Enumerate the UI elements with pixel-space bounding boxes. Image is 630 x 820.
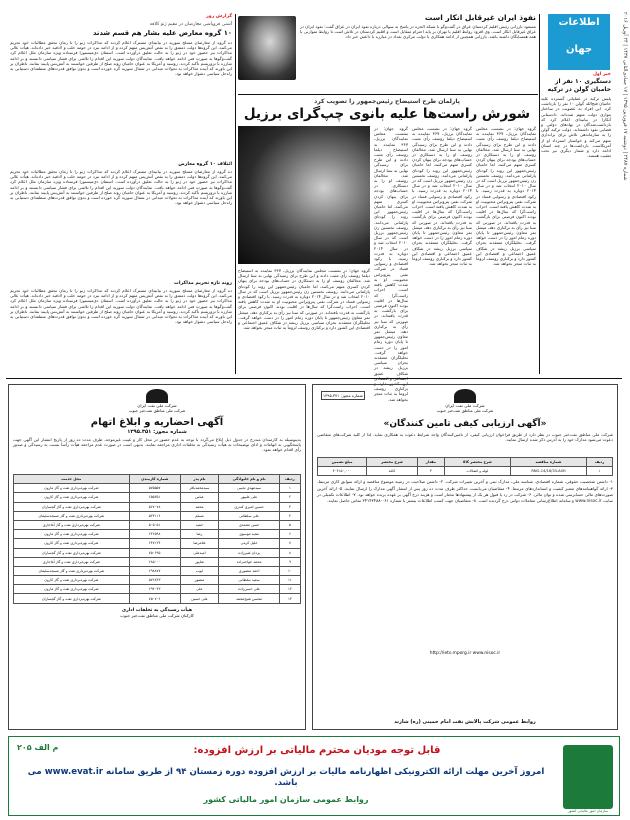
ad-signature: هیأت رسیدگی به تخلفات اداری [121, 607, 193, 613]
ad-subtitle: شرکت ملی مناطق نفت‌خیز جنوب [128, 408, 186, 413]
oil-company-logo-icon [454, 389, 476, 403]
summons-table-row [14, 557, 301, 566]
summons-table-row [14, 484, 301, 493]
ad-company: شرکت ملی نفت ایران [445, 403, 485, 408]
summons-table-cell: ۶۴۶۵۹۸ [129, 530, 180, 539]
section-name: جهان [565, 44, 593, 55]
report-subhead-2: روند تازه تحریم مذاکرات [174, 281, 232, 286]
sidebar-body: پلیس ترکیه در عملیاتی گسترده علیه حامیان فتح‌الله گولن ۱۰ نفر را بازداشت کرد. این افراد به عضویت در ساختار موازی دولت متهم شده‌اند. دادستانی آنکارا در بیانیه‌ای اعلام کرد که بازداشت‌شدگان در نهادهای دولتی و قضایی نفوذ داشته‌اند. دولت ترکیه گولن را به سازماندهی تلاش برای براندازی متهم می‌کند و خواستار استرداد او از آمریکاست. بازداشت‌ها در چند استان ادامه دارد و شمار دیگری نیز تحت تعقیب هستند. [541, 96, 612, 159]
tax-title: قابل توجه مودیان محترم مالیاتی بر ارزش افزوده: [193, 745, 441, 756]
summons-table-row [14, 548, 301, 557]
ad-table-header: مبلغ تضمین [318, 458, 367, 467]
summons-table-header: محل خدمت [14, 475, 130, 484]
summons-table-header: نام پدر [180, 475, 219, 484]
summons-table-cell: مجید موسوی [219, 530, 280, 539]
summons-table-cell: امیدعلی [180, 548, 219, 557]
summons-table-cell: شرکت بهره‌برداری نفت و گاز مارون [14, 530, 130, 539]
syria-report [10, 14, 232, 374]
issue-info-bar [616, 12, 628, 372]
summons-table-cell: حسین امیری کندری [219, 502, 280, 511]
section-header [548, 14, 610, 70]
summons-table-header: شماره کارمندی [129, 475, 180, 484]
summons-table-row [14, 520, 301, 529]
barzani-photo [238, 16, 296, 80]
column-divider [235, 14, 236, 374]
sidebar-headline: دستگیری ۱۰ نفر از حامیان گولن در ترکیه [547, 78, 611, 93]
summons-table-cell: سیدمحمدباقر [180, 484, 219, 493]
ad-permit: شماره مجوز: ۱۳۹۵.۳۵۱ [127, 429, 187, 435]
summons-table-cell: شرکت بهره‌برداری نفت و گاز گچساران [14, 548, 130, 557]
report-body-1: ده گروه از معارضان مسلح سوریه در بیانیه‌ای مشترک اعلام کردند که مذاکرات ژنو را تا زمان تحقق مطالبات خود تحریم می‌کنند. این گروه‌ها دولت دمشق را به نقض آتش‌بس متهم کرده و از ادامه نبرد در حومه حلب و لاذقیه خبر داده‌اند. هیأت عالی مذاکرات نیز حضور خود در ژنو را به حالت تعلیق درآورده است. استفان دی‌میستورا فرستاده ویژه سازمان ملل اعلام کرد گفت‌وگوها به صورت فنی ادامه خواهد یافت. نمایندگان دولت سوریه این اقدام را تلاشی برای فشار سیاسی دانستند و بر ادامه مبارزه با تروریسم تأکید کردند. روسیه و آمریکا به عنوان حامیان روند صلح از طرفین خواستند به آتش‌بس پایبند بمانند. ناظران بر این باورند که آینده مذاکرات به تحولات میدانی در شمال سوریه گره خورده است و بدون توافق قدرت‌های منطقه‌ای دستیابی به راه‌حل سیاسی دشوار خواهد بود. [10, 40, 232, 77]
summons-table-cell: شرکت بهره‌برداری نفت و گاز گچساران [14, 594, 130, 603]
report-body-3: ده گروه از معارضان مسلح سوریه در بیانیه‌ای مشترک اعلام کردند که مذاکرات ژنو را تا زمان تحقق مطالبات خود تحریم می‌کنند. این گروه‌ها دولت دمشق را به نقض آتش‌بس متهم کرده و از ادامه نبرد در حومه حلب و لاذقیه خبر داده‌اند. هیأت عالی مذاکرات نیز حضور خود در ژنو را به حالت تعلیق درآورده است. استفان دی‌میستورا فرستاده ویژه سازمان ملل اعلام کرد گفت‌وگوها به صورت فنی ادامه خواهد یافت. نمایندگان دولت سوریه این اقدام را تلاشی برای فشار سیاسی دانستند و بر ادامه مبارزه با تروریسم تأکید کردند. روسیه و آمریکا به عنوان حامیان روند صلح از طرفین خواستند به آتش‌بس پایبند بمانند. ناظران بر این باورند که آینده مذاکرات به تحولات میدانی در شمال سوریه گره خورده است و بدون توافق قدرت‌های منطقه‌ای دستیابی به راه‌حل سیاسی دشوار خواهد بود. [10, 288, 232, 325]
summons-table-cell: ۷۵۰۶۹۵ [129, 548, 180, 557]
summons-table-cell: ایوب [180, 566, 219, 575]
summons-table-cell: علی علیپور [219, 493, 280, 502]
top-story-body: مسعود بارزانی رئیس اقلیم کردستان عراق در گفت‌وگو با شبکه الحره در پاسخ به سوالی درباره نفوذ ایران در عراق گفت: نفوذ ایران در عراق غیرقابل انکار است. وی افزود روابط اقلیم با تهران بر پایه احترام متقابل است و اقلیم کردستان در تلاش است تا روابط متوازنی با همه همسایگان داشته باشد. بارزانی همچنین از ادامه همکاری با دولت مرکزی بغداد در مبارزه با داعش خبر داد. [300, 24, 536, 40]
ad-signature: کارکنان شرکت ملی مناطق نفت‌خیز جنوب [120, 612, 194, 618]
summons-table-cell: غلامرضا [180, 539, 219, 548]
tax-signature: روابط عمومی سازمان امور مالیاتی کشور [203, 795, 369, 804]
summons-table-row [14, 493, 301, 502]
summons-table-cell: ۱۲ [279, 585, 300, 594]
issue-info-text: شماره ۲۴۸۷ | دوشنبه ۱۷ فروردین ۱۳۹۵ | ۱۷ جمادی‌الثانی ۱۴۳۷ | ۲۴ آوریل ۲۰۱۶ [622, 12, 628, 181]
summons-table-cell: شرکت بهره‌برداری نفت و گاز مارون [14, 484, 130, 493]
summons-table-cell: عباس [180, 493, 219, 502]
summons-table-cell: شرکت بهره‌برداری نفت و گاز کارون [14, 493, 130, 502]
summons-ad [8, 384, 306, 730]
summons-table-cell: ۹ [279, 557, 300, 566]
ad-permit: شماره مجوز: ۱۳۹۵.۳۷۱ [323, 393, 363, 398]
summons-table-cell: ۶۵۵۲۵۱ [129, 493, 180, 502]
summons-table-row [14, 530, 301, 539]
summons-table-cell: شرکت بهره‌برداری نفت و گاز مسجدسلیمان [14, 566, 130, 575]
ad-title: آگهی احضاریه و ابلاغ اتهام [90, 417, 224, 428]
summons-table-cell: مسلم [180, 511, 219, 520]
summons-table-cell: ۱۰ [279, 566, 300, 575]
summons-table-cell: علی سلطانی [219, 511, 280, 520]
summons-table-cell: سیدمهدی نجیبی [219, 484, 280, 493]
ad-table-header: شرح مختصر [367, 458, 418, 467]
ad-table-cell: ۳ [417, 467, 444, 476]
summons-table-cell: ۶۴۷۱۲۴ [129, 539, 180, 548]
summons-table-cell: شرکت بهره‌برداری نفت و گاز مارون [14, 585, 130, 594]
tax-organization-logo-icon [563, 745, 613, 809]
report-body-2: ده گروه از معارضان مسلح سوریه در بیانیه‌ای مشترک اعلام کردند که مذاکرات ژنو را تا زمان تحقق مطالبات خود تحریم می‌کنند. این گروه‌ها دولت دمشق را به نقض آتش‌بس متهم کرده و از ادامه نبرد در حومه حلب و لاذقیه خبر داده‌اند. هیأت عالی مذاکرات نیز حضور خود در ژنو را به حالت تعلیق درآورده است. استفان دی‌میستورا فرستاده ویژه سازمان ملل اعلام کرد گفت‌وگوها به صورت فنی ادامه خواهد یافت. نمایندگان دولت سوریه این اقدام را تلاشی برای فشار سیاسی دانستند و بر ادامه مبارزه با تروریسم تأکید کردند. روسیه و آمریکا به عنوان حامیان روند صلح از طرفین خواستند به آتش‌بس پایبند بمانند. ناظران بر این باورند که آینده مذاکرات به تحولات میدانی در شمال سوریه گره خورده است و بدون توافق قدرت‌های منطقه‌ای دستیابی به راه‌حل سیاسی دشوار خواهد بود. [10, 169, 232, 206]
tax-code: م الف ۲۰۵ [17, 743, 59, 752]
ad-body: بدینوسیله به کارمندان مندرج در جدول ذیل ابلاغ می‌گردد با توجه به عدم حضور در محل کار و غیبت غیرموجه، ظرف مدت ده روز از تاریخ انتشار این آگهی جهت پاسخگویی به اتهامات و ادای توضیحات به هیأت رسیدگی به تخلفات اداری مراجعه نمایند. بدیهی است در صورت عدم مراجعه هیأت رأساً نسبت به رسیدگی و صدور رأی اقدام خواهد نمود. [13, 437, 301, 453]
tax-logo-label: سازمان امور مالیاتی کشور [567, 809, 609, 813]
summons-table-cell: علی [180, 585, 219, 594]
summons-table-cell: یزدان شیرزاده [219, 548, 280, 557]
rousseff-photo [238, 126, 370, 264]
summons-table-cell: ۶۸۵۰۰۰ [129, 557, 180, 566]
summons-table-cell: محسن شیخ‌محمد [219, 594, 280, 603]
top-story [238, 14, 536, 92]
report-intro: آشتی فروپاشی معارضان در مقیم ژنو کلافه [149, 22, 232, 27]
summons-table-cell: شرکت بهره‌برداری نفت و گاز مسجدسلیمان [14, 511, 130, 520]
summons-table-cell: ۱۱ [279, 576, 300, 585]
summons-table-cell: حسن محمدی [219, 520, 280, 529]
ad-table-cell: لوله و اتصالات [444, 467, 510, 476]
summons-table-cell: ۱ [279, 484, 300, 493]
ad-table-cell: RNO-14/16/33-ASH [510, 467, 586, 476]
summons-table [13, 474, 301, 604]
main-headline: شورش راست‌ها علیه بانوی چپ‌گرای برزیل [243, 106, 531, 122]
summons-table-row [14, 585, 301, 594]
main-body-col1: گروه جهان: در نشست مجلس نمایندگان برزیل، ۳۶۷ نماینده به استیضاح دیلما روسف رأی مثبت دادند و این طرح برای رسیدگی نهایی به سنا ارسال شد. مخالفان روسف او را به دستکاری در حساب‌های بودجه برای پنهان کردن کسری متهم می‌کنند، اما حامیان رئیس‌جمهور این روند را کودتای پارلمانی می‌دانند. روسف نخستین زن رئیس‌جمهور برزیل است که در سال ۲۰۱۰ انتخاب شد و در سال ۲۰۱۴ دوباره به قدرت رسید. با رکود اقتصادی و رسوایی فساد در شرکت نفتی پتروبراس محبوبیت او به شدت کاهش یافته است. احزاب راست‌گرا که سال‌ها در اقلیت بودند اکنون فرصتی برای بازگشت به قدرت یافته‌اند. در صورتی که سنا نیز رأی به برکناری دهد، میشل تمر معاون رئیس‌جمهور تا پایان دوره زمام امور را در دست خواهد گرفت. تحلیلگران معتقدند بحران سیاسی برزیل ریشه در شکاف عمیق اجتماعی و اقتصادی این کشور دارد و برکناری روسف لزوماً به ثبات منجر نخواهد شد. [476, 126, 536, 267]
summons-table-cell: ۵۰۵۰۵۱ [129, 520, 180, 529]
summons-table-row [14, 539, 301, 548]
summons-table-cell: ۶۹۴۰۴۳ [129, 585, 180, 594]
summons-table-row [14, 566, 301, 575]
summons-table-cell: شرکت بهره‌برداری نفت و گاز آغاجاری [14, 557, 130, 566]
summons-table-cell: ۷ [279, 539, 300, 548]
ad-website: http://iets.mporg.ir www.nisoc.ir [429, 651, 501, 657]
summons-table-cell: شرکت بهره‌برداری نفت و گاز گچساران [14, 502, 130, 511]
summons-table-row [14, 502, 301, 511]
summons-table-cell: رضا [180, 530, 219, 539]
summons-table-cell: محمد [180, 502, 219, 511]
newspaper-logo: اطلاعات [558, 17, 600, 28]
top-story-title: نفوذ ایران غیرقابل انکار است [424, 13, 536, 22]
summons-table-cell: سعید سلطانی [219, 576, 280, 585]
supplier-ad [312, 384, 618, 730]
summons-table-cell: ۳ [279, 502, 300, 511]
ad-table [317, 457, 613, 476]
summons-table-cell: احمد منصوری [219, 566, 280, 575]
summons-table-cell: حمید [180, 520, 219, 529]
tax-ad [8, 736, 620, 816]
report-headline: ۱۰ گروه معارض علیه بشار هم قسم شدند [92, 29, 232, 37]
summons-table-cell: ۶۹۸۸۷۷ [129, 566, 180, 575]
ad-table-header: شرح مختصر کالا [444, 458, 510, 467]
main-kicker: پارلمان طرح استیضاح رئیس‌جمهور را تصویب کرد [314, 98, 460, 105]
report-rubric: گزارش روز [206, 14, 232, 19]
summons-table-cell: علی حسن‌زاده [219, 585, 280, 594]
sidebar-rubric: خبر اول [592, 72, 611, 77]
summons-table-cell: شرکت بهره‌برداری نفت و گاز کارون [14, 539, 130, 548]
summons-table-cell: ۷۵۰۷۰۶ [129, 594, 180, 603]
summons-table-cell: ۵۲۳۱۱۶ [129, 511, 180, 520]
ad-table-header: ردیف [587, 458, 613, 467]
page-divider [6, 378, 622, 379]
ad-table-cell: کاغذ [367, 467, 418, 476]
summons-table-cell: ۸ [279, 548, 300, 557]
summons-table-cell: ۵۷۵۵۵۷ [129, 484, 180, 493]
ad-table-cell: ۴۰۴۱۵۰,۰۰۰ [318, 467, 367, 476]
summons-table-header: نام و نام خانوادگی [219, 475, 280, 484]
ad-title: «آگهی ارزیابی کیفی تامین کنندگان» [383, 419, 547, 429]
summons-table-cell: ۶ [279, 530, 300, 539]
oil-company-logo-icon [146, 389, 168, 403]
summons-table-cell: ۱۳ [279, 594, 300, 603]
main-body-col2: گروه جهان: در نشست مجلس نمایندگان برزیل، ۳۶۷ نماینده به استیضاح دیلما روسف رأی مثبت دادند و این طرح برای رسیدگی نهایی به سنا ارسال شد. مخالفان روسف او را به دستکاری در حساب‌های بودجه برای پنهان کردن کسری متهم می‌کنند، اما حامیان رئیس‌جمهور این روند را کودتای پارلمانی می‌دانند. روسف نخستین زن رئیس‌جمهور برزیل است که در سال ۲۰۱۰ انتخاب شد و در سال ۲۰۱۴ دوباره به قدرت رسید. با رکود اقتصادی و رسوایی فساد در شرکت نفتی پتروبراس محبوبیت او به شدت کاهش یافته است. احزاب راست‌گرا که سال‌ها در اقلیت بودند اکنون فرصتی برای بازگشت به قدرت یافته‌اند. در صورتی که سنا نیز رأی به برکناری دهد، میشل تمر معاون رئیس‌جمهور تا پایان دوره زمام امور را در دست خواهد گرفت. تحلیلگران معتقدند بحران سیاسی برزیل ریشه در شکاف عمیق اجتماعی و اقتصادی این کشور دارد و برکناری روسف لزوماً به ثبات منجر نخواهد شد. [412, 126, 472, 267]
summons-table-cell: علی حسین [180, 594, 219, 603]
summons-table-cell: ۴ [279, 511, 300, 520]
ad-intro: شرکت ملی مناطق نفت‌خیز جنوب در نظر دارد از طریق فراخوان ارزیابی کیفی، از تامین‌کنندگان واجد شرایط دعوت به همکاری نماید. لذا از کلیه شرکت‌های متقاضی دعوت می‌شود مدارک خود را به آدرس ذکر شده ارسال نمایند. [317, 432, 613, 443]
main-body-col4: گروه جهان: در نشست مجلس نمایندگان برزیل، ۳۶۷ نماینده به استیضاح دیلما روسف رأی مثبت دادند و این طرح برای رسیدگی نهایی به سنا ارسال شد. مخالفان روسف او را به دستکاری در حساب‌های بودجه برای پنهان کردن کسری متهم می‌کنند، اما حامیان رئیس‌جمهور این روند را کودتای پارلمانی می‌دانند. روسف نخستین زن رئیس‌جمهور برزیل است که در سال ۲۰۱۰ انتخاب شد و در سال ۲۰۱۴ دوباره به قدرت رسید. با رکود اقتصادی و رسوایی فساد در شرکت نفتی پتروبراس محبوبیت او به شدت کاهش یافته است. احزاب راست‌گرا که سال‌ها در اقلیت بودند اکنون فرصتی برای بازگشت به قدرت یافته‌اند. در صورتی که سنا نیز رأی به برکناری دهد، میشل تمر معاون رئیس‌جمهور تا پایان دوره زمام امور را در دست خواهد گرفت. تحلیلگران معتقدند بحران سیاسی برزیل ریشه در شکاف عمیق اجتماعی و اقتصادی این کشور دارد و برکناری روسف لزوماً به ثبات منجر نخواهد شد. [238, 268, 370, 331]
ad-company: شرکت ملی نفت ایران [137, 403, 177, 408]
summons-table-cell: ۵ [279, 520, 300, 529]
ad-table-cell: ۱ [587, 467, 613, 476]
summons-table-row [14, 576, 301, 585]
divider [238, 94, 538, 95]
ad-body: ۱- داشتن شخصیت حقوقی، شماره اقتصادی، شناسه ملی، مدارک ثبتی و آخرین تغییرات شرکت. ۲- داشتن صلاحیت در زمینه موضوع مناقصه و ارائه سوابق کاری مرتبط. ۳- ارائه گواهینامه‌های معتبر کیفیت و استانداردهای مرتبط. ۴- متقاضیان می‌بایست حداکثر ظرف مدت ده روز پس از انتشار آگهی مدارک را ارسال نمایند. ۵- ارائه آخرین صورت‌های مالی حسابرسی شده و توان مالی. ۶- شرکت در رد یا قبول هر یک از پیشنهادها مختار است و هزینه درج آگهی بر عهده برنده خواهد بود. ۷- اطلاعات تکمیلی در سایت www.nisoc.ir و سامانه اطلاع‌رسانی معاملات دولتی درج گردیده است. ۸- متقاضیان جهت کسب اطلاعات بیشتر با شماره ۰۶۱-۳۴۱۴۳۴۸۸ تماس حاصل نمایند. [317, 479, 613, 503]
summons-table-row [14, 511, 301, 520]
ad-table-header: مقدار [417, 458, 444, 467]
summons-table-cell: شرکت بهره‌برداری نفت و گاز آغاجاری [14, 520, 130, 529]
summons-table-cell: شاپور [180, 557, 219, 566]
summons-table-cell: منصور [180, 576, 219, 585]
summons-table-cell: محمد خواجه‌زاده [219, 557, 280, 566]
summons-table-cell: خلیل کرمی [219, 539, 280, 548]
summons-table-cell: ۵۷۶۸۴۳ [129, 576, 180, 585]
summons-table-row [14, 594, 301, 603]
sidebar-news [541, 72, 611, 372]
report-subhead-1: ائتلاف ۱۰ گروه معارض [178, 162, 232, 167]
summons-table-cell: ۵۶۷۰۷۸ [129, 502, 180, 511]
column-divider [539, 14, 540, 374]
summons-table-header: ردیف [279, 475, 300, 484]
summons-table-cell: شرکت بهره‌برداری نفت و گاز کارون [14, 576, 130, 585]
ad-subtitle: شرکت ملی مناطق نفت‌خیز جنوب [436, 408, 494, 413]
ad-footer: روابط عمومی شرکت پالایش نفت امام خمینی (ره) شازند [394, 719, 536, 725]
tax-message: امروز آخرین مهلت ارائه الکترونیکی اظهارنامه مالیات بر ارزش افزوده دوره زمستان ۹۴ از طریق سامانه www.evat.ir می باشد. [27, 767, 545, 788]
summons-table-cell: ۲ [279, 493, 300, 502]
ad-header [13, 389, 301, 413]
ad-table-header: شماره مناقصه [510, 458, 586, 467]
main-body-col3: گروه جهان: در نشست مجلس نمایندگان برزیل، ۳۶۷ نماینده به استیضاح دیلما روسف رأی مثبت دادند و این طرح برای رسیدگی نهایی به سنا ارسال شد. مخالفان روسف او را به دستکاری در حساب‌های بودجه برای پنهان کردن کسری متهم می‌کنند، اما حامیان رئیس‌جمهور این روند را کودتای پارلمانی می‌دانند. روسف نخستین زن رئیس‌جمهور برزیل است که در سال ۲۰۱۰ انتخاب شد و در سال ۲۰۱۴ دوباره به قدرت رسید. با رکود اقتصادی و رسوایی فساد در شرکت نفتی پتروبراس محبوبیت او به شدت کاهش یافته است. احزاب راست‌گرا که سال‌ها در اقلیت بودند اکنون فرصتی برای بازگشت به قدرت یافته‌اند. در صورتی که سنا نیز رأی به برکناری دهد، میشل تمر معاون رئیس‌جمهور تا پایان دوره زمام امور را در دست خواهد گرفت. تحلیلگران معتقدند بحران سیاسی برزیل ریشه در شکاف عمیق این کشور دارد و برکناری روسف لزوماً به ثبات منجر نخواهد شد. [374, 126, 408, 402]
